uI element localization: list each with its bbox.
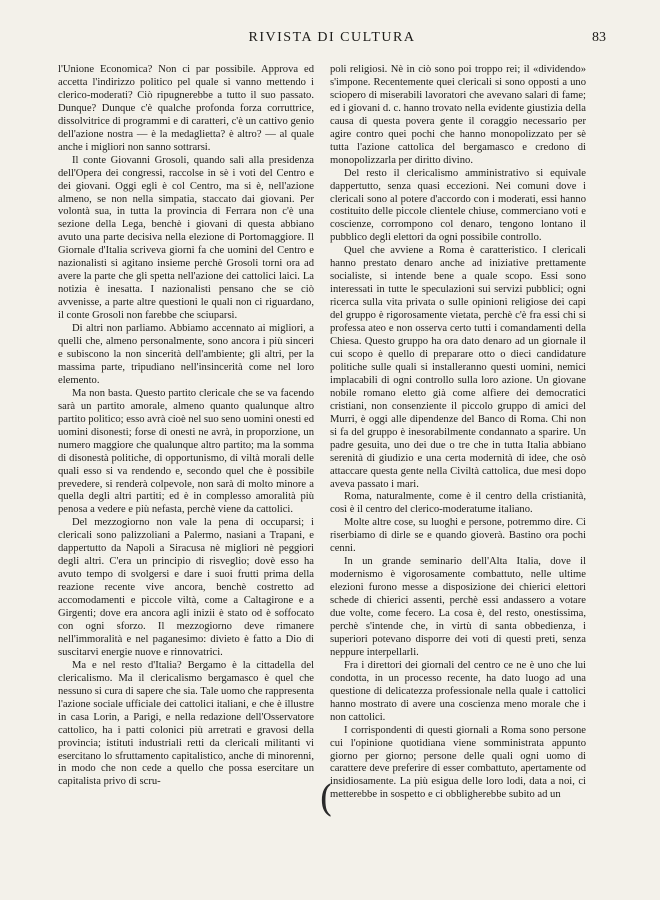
- paragraph: l'Unione Economica? Non ci par possibile. Approva ed accetta l'indirizzo politico pel quale si vanno mettendo i clerico-moderati? Ciò ripugnerebbe a tutto il suo passato. Dunque? Dunque c'è qualche profonda forza corruttrice, dissolvitrice di programmi e di caratteri, c'è un cattivo genio dell'azione nostra — è la medaglietta? è altro? — al quale anche i migliori non sanno sottrarsi.: [58, 64, 314, 153]
- page-header: [58, 30, 606, 52]
- paragraph: Ma non basta. Questo partito clericale che se va facendo sarà un partito amorale, almeno quanto qualunque altro partito politico; esso avrà cioè nel suo seno uomini onesti ed uomini disonesti; forse di onesti ne avrà, in proporzione, un numero maggiore che qualunque altro partito; ma la somma di disonestà politiche, di opportunismo, di viltà morali delle quali esso si va rendendo e, secondo quel che è possibile prevedere, si renderà colpevole, non sarà di molto minore a quella degli altri partiti; ed è in complesso amoralità più penosa a vedere e più nefasta, perchè viene da cattolici.: [58, 387, 314, 516]
- paragraph: In un grande seminario dell'Alta Italia, dove il modernismo è vigorosamente combattuto, nelle ultime elezioni furono messe a disposizione dei chierici elettori schede di chierici assenti, perchè essi andassero a votare due volte, come fecero. La cosa è, del resto, onestissima, perchè s'intende che, in virtù di santa obbedienza, i superiori potevano disporre dei voti di questi preti, senza neppure interpellarli.: [330, 556, 586, 658]
- paragraph: Di altri non parliamo. Abbiamo accennato ai migliori, a quelli che, almeno personalmente, sono ancora i più sinceri e subiscono la non sincerità dell'ambiente; gli altri, per la massima parte, tripudiano nell'insincerità come nel loro elemento.: [58, 323, 314, 386]
- paragraph: poli religiosi. Nè in ciò sono poi troppo rei; il «dividendo» s'impone. Recentemente quei clericali si sono opposti a uno sciopero di miserabili lavoratori che avevano salari di fame; ed i giovani d. c. hanno trovato nella evidente giustizia della causa di questa povera gente il coraggio necessario per agire contro quei pochi che hanno monopolizzato per sè tutta l'azione cattolica del bergamasco e credono di monopolizzarla per diritto divino.: [330, 64, 586, 166]
- left-column: [58, 64, 314, 789]
- paragraph: Molte altre cose, su luoghi e persone, potremmo dire. Ci riserbiamo di dirle se e quando gioverà. Bastino ora pochi cenni.: [330, 517, 586, 555]
- paragraph: Roma, naturalmente, come è il centro della cristianità, così è il centro del clerico-moderatume italiano.: [330, 491, 586, 516]
- right-column: [330, 64, 586, 802]
- margin-bracket-mark: (: [319, 779, 334, 820]
- paragraph: Quel che avviene a Roma è caratteristico. I clericali hanno prestato denaro anche ad iniziative prettamente socialiste, si intende bene a quale scopo. Essi sono interessati in tutte le speculazioni sui servizi pubblici; ogni ricerca sulla vita privata o sulle opinioni religiose dei capi del gruppo è rigorosamente vietata, perchè c'è fra essi chi si professa ateo e non osserva certo tutti i comandamenti della Chiesa. Questo gruppo ha ora dato denaro ad un giornale il cui scopo è quello di preparare otto o dieci candidature politiche sulle quali si installeranno questi uomini, nemici implacabili di ogni controllo sulla loro azione. Un giovane nobile romano eletto già come alfiere dei democratici cristiani, non consenziente il piccolo gruppo di amici del Murri, è oggi alle dipendenze del Banco di Roma. Chi non si fa del gruppo è inesorabilmente condannato a sparire. Un padre gesuita, uno dei due o tre che in tutta Italia abbiano serenità di giudizio e una certa modernità di idee, che osò attaccare questa gente nella Civiltà cattolica, due mesi dopo aveva passato i mari.: [330, 245, 586, 490]
- paragraph: Del resto il clericalismo amministrativo si equivale dappertutto, senza quasi eccezioni. Nei comuni dove i clericali sono al potere d'accordo con i moderati, essi hanno costituito delle piccole clientele chiuse, commerciano voti e coscienze, corrompono col denaro, tengono lontano il pubblico degli elettori da ogni possibile controllo.: [330, 167, 586, 244]
- paragraph: Del mezzogiorno non vale la pena di occuparsi; i clericali sono palizzoliani a Palermo, nasiani a Trapani, e dappertutto da Napoli a Siracusa nè migliori nè peggiori degli altri. C'era un principio di risveglio; dovè esso ha avuto tempo di svolgersi e dare i suoi frutti prima della reazione recente vive ancora, benchè costretto ad accomodamenti e piccole viltà, come a Caltagirone e a Girgenti; dove era ancora agli inizii è stato od è soffocato con ogni sforzo. Il mezzogiorno deve rimanere nell'immoralità e nel paganesimo: divieto è fatto a Dio di suscitarvi energie nuove e rinnovatrici.: [58, 517, 314, 658]
- journal-title: RIVISTA DI CULTURA: [248, 30, 416, 45]
- paragraph: Ma e nel resto d'Italia? Bergamo è la cittadella del clericalismo. Ma il clericalismo bergamasco è quel che nessuno si cura di sapere che sia. Tale uomo che rappresenta l'azione sociale ufficiale dei cattolici italiani, e che è illustre in casa Lorin, a Parigi, e nella redazione dell'Osservatore cattolico, ha i patti colonici più arretrati e gravosi della provincia; istituti industriali retti da clericali militanti vi esercitano lo sfruttamento capitalistico, anche di minorenni, in modo che non cede a quello che possa esercitare un capitalista privo di scru-: [58, 659, 314, 788]
- paragraph: I corrispondenti di questi giornali a Roma sono persone cui l'opinione quotidiana viene somministrata appunto giorno per giorno; persone delle quali ogni uomo di carattere deve preferire di esser combattuto, apertamente od insidiosamente. La più esigua delle loro lodi, data a noi, ci metterebbe in sospetto e ci obbligherebbe subito ad un: [330, 724, 586, 801]
- paragraph: Fra i direttori dei giornali del centro ce ne è uno che lui condotta, in un processo recente, ha dato luogo ad una questione di delicatezza professionale nella quale i cattolici hanno mostrato di avere una coscienza meno morale che i non cattolici.: [330, 659, 586, 723]
- page-number: 83: [592, 30, 606, 45]
- paragraph: Il conte Giovanni Grosoli, quando salì alla presidenza dell'Opera dei congressi, raccolse in sè i voti del Centro e dei giovani. Oggi egli è col Centro, ma si è, nell'azione almeno, se non nella simpatia, staccato dai giovani. Per volontà sua, in tutta la provincia di Ferrara non c'è una sezione della Lega, benchè i giovani di questa abbiano avuto una parte decisiva nella elezione di Portomaggiore. Il Giornale d'Italia scriveva giorni fa che uomini del Centro e nazionalisti si agitano insieme perchè Grosoli torni ora ad avere la parte che gli spetta nell'azione dei cattolici laici. La notizia è inesatta. I nazionalisti pensano che se ciò avvenisse, a parte altre questioni le quali non ci riguardano, il conte Grosoli non farebbe che sciuparsi.: [58, 154, 314, 322]
